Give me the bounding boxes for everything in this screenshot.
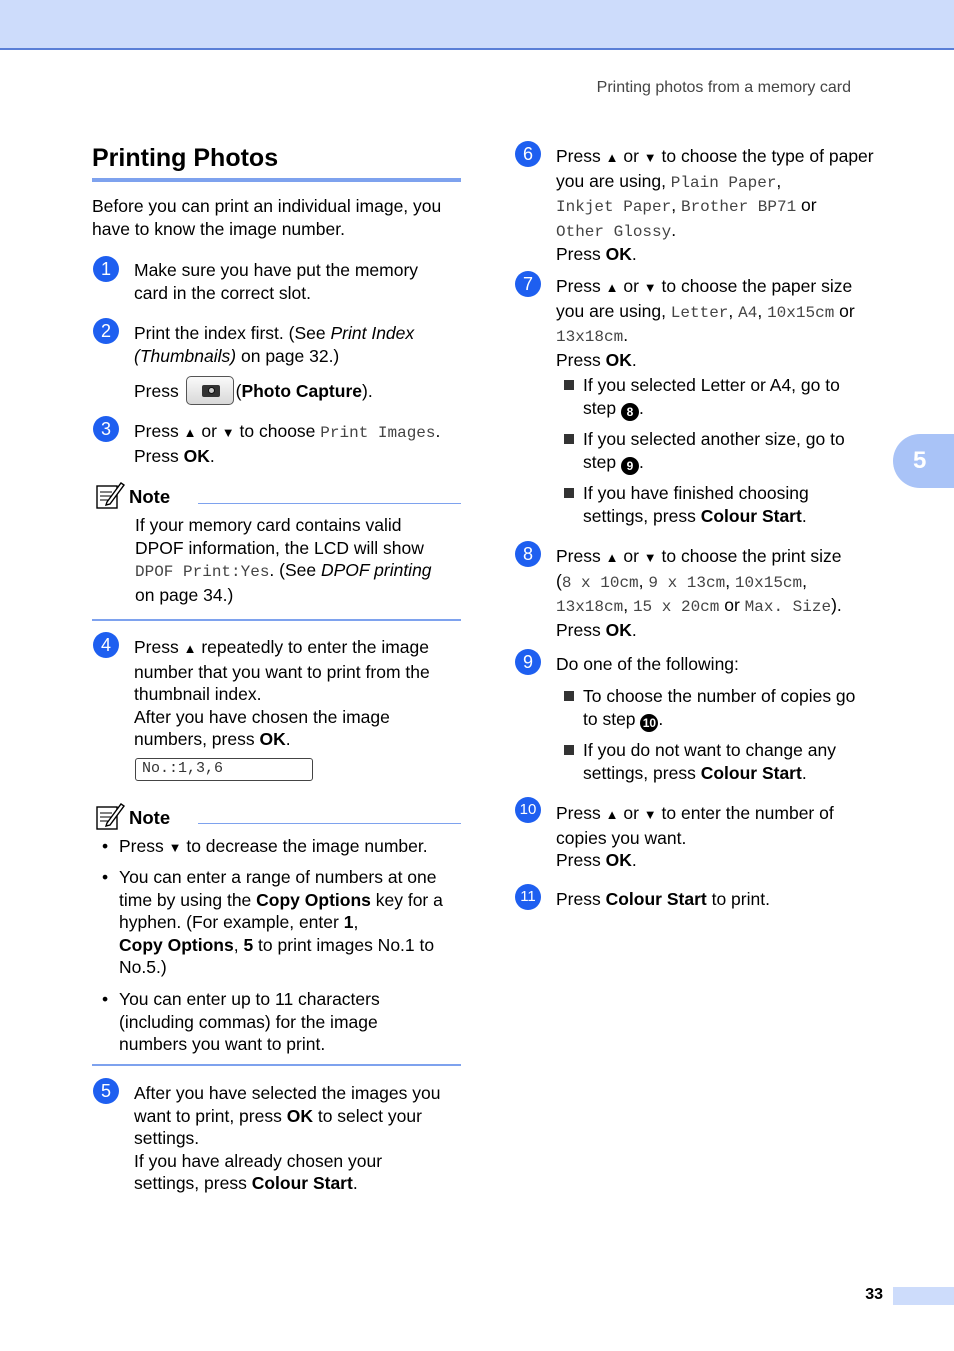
down-arrow-icon: ▼ [643, 550, 657, 565]
15x20cm-option: 15 x 20cm [632, 598, 720, 616]
step-7-b2-line-1: If you selected another size, go to [583, 429, 845, 449]
intro-paragraph: Before you can print an individual image, you have to know the image number. [92, 196, 442, 239]
step-number-3: 3 [93, 416, 119, 442]
step-8-text: Press ▲ or ▼ to choose the print size (8 x 10cm, 9 x 13cm, 10x15cm, 13x18cm, 15 x 20cm or Max. Size). Press OK. [556, 546, 842, 640]
step-10-line-2: copies you want. [556, 827, 687, 848]
step-3-period: . [435, 421, 441, 441]
step-9-bullet-1 [583, 685, 883, 732]
note-1-line-1: If your memory card contains valid [135, 515, 402, 535]
step-3-choose: to choose [234, 421, 321, 441]
colour-start-key: Colour Start [700, 505, 802, 526]
note-1-bottom-rule [92, 619, 461, 621]
step-2-text-b: on page 32.) [236, 345, 340, 366]
13x18cm-option: 13x18cm [556, 328, 624, 346]
key-5: 5 [243, 934, 254, 955]
step-7-text: Press ▲ or ▼ to choose the paper size you are using, Letter, A4, 10x15cm or 13x18cm. Press OK. [556, 276, 855, 370]
step-6-text [556, 145, 891, 266]
note-2-label: Note [129, 807, 171, 828]
9x13cm-option: 9 x 13cm [648, 573, 726, 592]
ok-key: OK [286, 1105, 313, 1126]
note-pencil-icon [95, 480, 125, 510]
down-arrow-icon: ▼ [221, 425, 235, 440]
step-1-line-1: Make sure you have put the memory [134, 260, 419, 280]
step-10-text [556, 802, 891, 872]
step-1-text [134, 259, 464, 304]
letter-option: Letter [670, 303, 729, 322]
step-7-press: Press [556, 276, 606, 296]
period: . [623, 325, 629, 345]
square-bullet-icon [564, 745, 574, 755]
note-1-line-4: on page 34.) [135, 584, 234, 605]
max-size-option: Max. Size [744, 598, 832, 616]
step-2-text [134, 322, 464, 405]
other-glossy-option: Other Glossy [556, 222, 672, 241]
step-2-text-a: Print the index first. (See [134, 323, 331, 343]
step-9-bullet-2 [583, 739, 883, 784]
note-1-rule [198, 503, 461, 504]
period: . [801, 505, 807, 526]
step-3-ok-period: . [209, 445, 215, 466]
step-5-line-1: After you have selected the images you [134, 1083, 441, 1103]
step-9-b1-line-2: to step [583, 708, 641, 729]
ok-key: OK [605, 850, 632, 870]
step-4-line-2: number that you want to print from the [134, 661, 430, 682]
period: . [631, 850, 637, 870]
step-7-b1-line-2: step [583, 397, 621, 418]
note-2-rule [198, 823, 461, 824]
step-4-line-5: numbers, press [134, 729, 260, 749]
step-8-press: Press [556, 546, 606, 566]
note-2-b2-line-2b: key for a [370, 889, 443, 910]
10x15cm-option: 10x15cm [767, 303, 835, 322]
ok-key: OK [605, 619, 632, 640]
comma: , [776, 170, 782, 191]
step-2-paren: ( [235, 381, 242, 401]
note-2-b1-b: to decrease the image number. [181, 836, 428, 856]
comma: , [671, 195, 677, 215]
square-bullet-icon [564, 380, 574, 390]
up-arrow-icon: ▲ [605, 807, 619, 822]
step-1-line-2: card in the correct slot. [134, 282, 312, 303]
photo-capture-label: Photo Capture [241, 381, 362, 401]
ok-key: OK [605, 349, 632, 370]
bullet-dot: • [102, 867, 109, 887]
photo-capture-button[interactable] [186, 376, 234, 405]
step-8-line-1: to choose the print size [656, 546, 842, 566]
step-4-press: Press [134, 637, 184, 657]
step-number-4: 4 [93, 632, 119, 658]
step-7-or-2: or [834, 300, 855, 321]
step-ref-8: 8 [621, 403, 639, 421]
step-number-10: 10 [515, 797, 541, 823]
note-2-b2-line-1: You can enter a range of numbers at one [119, 867, 437, 887]
note-2-b3-line-3: numbers you want to print. [119, 1034, 326, 1054]
step-ref-10: 10 [640, 714, 658, 732]
step-6-or-2: or [796, 195, 817, 215]
step-10-line-1: to enter the number of [656, 803, 834, 823]
step-2-ref-2: (Thumbnails) [134, 345, 237, 366]
step-5-period: . [352, 1173, 358, 1193]
step-2-paren-close: ). [362, 381, 373, 401]
step-3-press-ok: Press [134, 445, 184, 466]
brother-bp71-option: Brother BP71 [680, 198, 797, 216]
chapter-tab: 5 [893, 434, 954, 488]
note-2-b2-line-3a: hyphen. (For example, enter [119, 912, 344, 932]
10x15cm-option: 10x15cm [734, 573, 803, 592]
note-2-bottom-rule [92, 1064, 461, 1066]
step-7-b1-line-1: If you selected Letter or A4, go to [583, 375, 840, 395]
step-9-text: Do one of the following: [556, 654, 739, 674]
step-11-press: Press [556, 889, 606, 909]
note-2-b3-line-1: You can enter up to 11 characters [119, 989, 380, 1009]
note-2-b1-a: Press [119, 836, 169, 856]
step-number-1: 1 [93, 256, 119, 282]
note-pencil-icon [95, 801, 125, 831]
lcd-display: No.:1,3,6 [135, 758, 313, 781]
step-11-text [556, 888, 891, 911]
note-2-b2-line-4b: to print images No.1 to [253, 934, 435, 955]
page-number: 33 [865, 1286, 883, 1303]
note-2-bullet-2 [119, 866, 464, 979]
step-7-b3-line-2: settings, press [583, 505, 701, 526]
down-arrow-icon: ▼ [168, 840, 182, 855]
8x10cm-option: 8 x 10cm [561, 573, 639, 592]
step-5-text [134, 1082, 464, 1195]
period: . [631, 619, 637, 640]
step-number-8: 8 [515, 541, 541, 567]
step-7-or: or [618, 276, 644, 296]
period: . [801, 762, 807, 783]
step-3-or: or [196, 421, 222, 441]
down-arrow-icon: ▼ [643, 280, 657, 295]
bullet-dot: • [102, 989, 109, 1009]
step-number-9: 9 [515, 649, 541, 675]
step-4-period: . [285, 729, 291, 749]
step-8-or: or [618, 546, 644, 566]
note-2-bullet-3 [119, 988, 464, 1056]
running-header: Printing photos from a memory card [596, 79, 851, 96]
step-7-line-2: you are using, [556, 300, 671, 321]
step-8-or-2: or [719, 595, 745, 615]
step-6-press-ok: Press [556, 244, 606, 264]
step-7-b3-line-1: If you have finished choosing [583, 483, 809, 503]
step-7-press-ok: Press [556, 349, 606, 370]
title-rule [92, 178, 461, 182]
down-arrow-icon: ▼ [643, 150, 657, 165]
note-1-line-3: . (See [269, 560, 321, 580]
up-arrow-icon: ▲ [605, 280, 619, 295]
colour-start-key: Colour Start [605, 889, 707, 909]
a4-option: A4 [738, 303, 758, 322]
square-bullet-icon [564, 434, 574, 444]
up-arrow-icon: ▲ [605, 550, 619, 565]
period: . [631, 244, 637, 264]
up-arrow-icon: ▲ [183, 641, 197, 656]
step-10-or: or [618, 803, 644, 823]
period: . [638, 451, 644, 472]
step-2-ref: Print Index [330, 323, 415, 343]
step-6-line-1: to choose the type of paper [656, 146, 874, 166]
step-11-end: to print. [706, 889, 770, 909]
step-6-press: Press [556, 146, 606, 166]
step-4-line-1: repeatedly to enter the image [201, 637, 430, 657]
step-number-2: 2 [93, 318, 119, 344]
ok-key: OK [259, 729, 286, 749]
step-4-text [134, 636, 464, 751]
step-ref-9: 9 [621, 457, 639, 475]
up-arrow-icon: ▲ [605, 150, 619, 165]
note-2-bullet-1 [119, 835, 464, 860]
step-8-press-ok: Press [556, 619, 606, 640]
period: . [671, 219, 677, 240]
plain-paper-option: Plain Paper [670, 173, 777, 192]
square-bullet-icon [564, 691, 574, 701]
step-7-bullet-3 [583, 482, 883, 527]
step-6-line-2: you are using, [556, 170, 671, 191]
step-number-7: 7 [515, 271, 541, 297]
step-7-bullet-2 [583, 428, 883, 475]
step-5-line-3: settings. [134, 1128, 200, 1148]
note-2-b2-line-2a: time by using the [119, 889, 257, 910]
step-number-6: 6 [515, 141, 541, 167]
inkjet-paper-option: Inkjet Paper [556, 198, 672, 216]
square-bullet-icon [564, 488, 574, 498]
step-7-b2-line-2: step [583, 451, 621, 472]
dpof-print-yes: DPOF Print:Yes [135, 563, 270, 581]
step-3-text [134, 420, 464, 467]
down-arrow-icon: ▼ [643, 807, 657, 822]
step-9-b1-line-1: To choose the number of copies go [583, 686, 856, 706]
step-4-line-4: After you have chosen the image [134, 706, 390, 727]
key-1: 1 [343, 912, 354, 932]
paren-close: ). [831, 595, 842, 615]
note-1-label: Note [129, 486, 171, 507]
copy-options-key: Copy Options [119, 934, 234, 955]
print-images-option: Print Images [320, 424, 436, 442]
step-5-line-2a: want to print, press [134, 1105, 287, 1126]
period: . [631, 349, 637, 370]
13x18cm-option: 13x18cm [556, 598, 624, 616]
note-1-ref: DPOF printing [320, 560, 432, 580]
paren: ( [556, 570, 562, 591]
step-3-press: Press [134, 421, 184, 441]
step-5-line-4: If you have already chosen your [134, 1150, 383, 1171]
step-4-line-3: thumbnail index. [134, 684, 262, 704]
step-2-press: Press [134, 381, 179, 401]
note-2-b2-line-5: No.5.) [119, 957, 167, 977]
bullet-dot: • [102, 836, 109, 856]
step-10-press: Press [556, 803, 606, 823]
ok-key: OK [183, 445, 210, 466]
camera-lens [208, 387, 215, 394]
step-6-or: or [618, 146, 644, 166]
note-1-body [135, 514, 465, 606]
step-10-press-ok: Press [556, 850, 606, 870]
note-2-b2-line-3b: , [353, 912, 359, 932]
colour-start-key: Colour Start [700, 762, 802, 783]
note-2-b3-line-2: (including commas) for the image [119, 1011, 378, 1032]
up-arrow-icon: ▲ [183, 425, 197, 440]
note-2-b2-line-4a: , [233, 934, 244, 955]
step-7-bullet-1 [583, 374, 883, 421]
copy-options-key: Copy Options [256, 889, 371, 910]
step-7-line-1: to choose the paper size [656, 276, 853, 296]
step-number-5: 5 [93, 1078, 119, 1104]
section-title: Printing Photos [92, 144, 279, 172]
step-number-11: 11 [515, 884, 541, 910]
page-number-bar [893, 1287, 954, 1305]
ok-key: OK [605, 244, 632, 264]
step-5-line-5a: settings, press [134, 1173, 252, 1193]
step-9-b2-line-2: settings, press [583, 762, 701, 783]
period: . [638, 397, 644, 418]
top-banner [0, 0, 954, 50]
step-5-line-2b: to select your [312, 1105, 422, 1126]
colour-start-key: Colour Start [251, 1173, 353, 1193]
period: . [658, 708, 664, 729]
step-9-b2-line-1: If you do not want to change any [583, 740, 836, 760]
note-1-line-2: DPOF information, the LCD will show [135, 537, 424, 558]
